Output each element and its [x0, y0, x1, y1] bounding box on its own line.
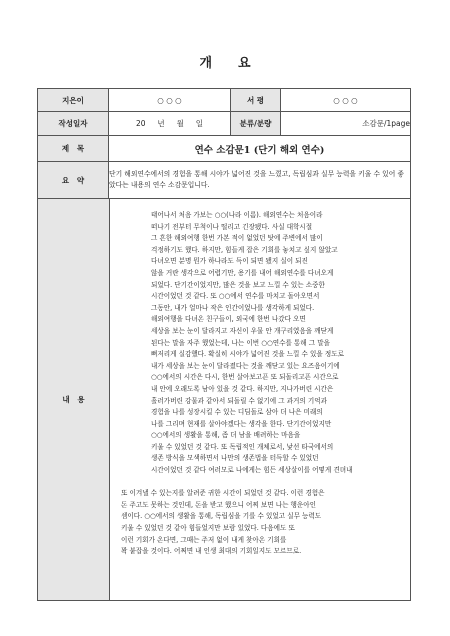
content-line: 다녀오면 분명 뭔가 하나라도 득이 되면 됐지 실이 되진 [151, 257, 308, 266]
content-line: 그동안, 내가 얼마나 작은 인간이었나를 생각하게 되었다. [151, 303, 315, 312]
content-line: 해외여행을 다녀온 친구들이, 외국에 한번 나갔다 오면 [151, 315, 306, 324]
content-line: 않을 거란 생각으로 어렵기만, 용기를 내어 해외연수를 다녀오게 [151, 268, 334, 277]
reviewer-value: ○ ○ ○ [281, 89, 411, 112]
content-line: 셈이다. ○○에서의 생활을 통해, 독립심을 기를 수 있었고 실무 능력도 [121, 512, 322, 521]
content-line: 세상을 보는 눈이 달라지고 자신이 우물 안 개구리였음을 깨닫게 [151, 326, 334, 335]
date-label: 작성일자 [38, 112, 109, 136]
content-line: 키울 수 있었던 것 같다. 또 독립적인 개체로서, 낯선 타국에서의 [151, 442, 334, 451]
author-label: 지은이 [38, 89, 109, 112]
content-line: 태어나서 처음 가보는 ○○(나라 이름). 해외연수는 처음이라 [151, 211, 323, 219]
page-title: 개요 [199, 56, 277, 71]
content-line: 걱정하기도 했다. 하지만, 힘들게 잡은 기회를 놓치고 싶지 않았고 [151, 245, 338, 254]
content-line: 나를 그리며 현재를 살아야겠다는 생각을 한다. 단기간이었지만 [151, 419, 332, 428]
content-body [109, 199, 410, 558]
content-line: 된다는 말을 자주 했었는데, 나는 이번 ○○연수를 통해 그 말을 [151, 338, 330, 347]
content-line: 또 이겨낼 수 있는지를 알려준 귀한 시간이 되었던 것 같다. 이런 경험은 [121, 489, 325, 498]
reviewer-label: 서 평 [231, 89, 281, 112]
content-label: 내 용 [38, 199, 110, 600]
content-line: 이런 기회가 온다면, 그때는 주저 없이 내게 찾아온 기회를 [121, 535, 287, 544]
date-value: 20 년 월 일 [109, 112, 231, 136]
date-row [38, 112, 411, 136]
report-form [37, 88, 411, 601]
category-value: 소감문/1page [281, 112, 411, 136]
summary-row [38, 162, 411, 199]
content-line: 시간이었던 것 같다. 또 ○○에서 연수를 마치고 돌아오면서 [151, 292, 320, 301]
content-line: 시간이었던 것 같다 여러모로 나에게는 힘든 세상살이를 어떻게 견뎌내 [151, 466, 353, 475]
content-line: 뼈저리게 실감했다. 확실히 시야가 넓어진 것을 느낄 수 있을 정도로 [151, 350, 344, 359]
content-line: ○○에서의 시간은 다시, 한번 살아보고픈 또 되돌리고픈 시간으로 [151, 373, 339, 382]
content-line: 되었다. 단기간이었지만, 많은 것을 보고 느낄 수 있는 소중한 [151, 280, 325, 289]
content-line: 돈 주고도 못하는 것인데, 돈을 받고 했으니 어찌 보면 나는 행운아인 [121, 500, 317, 509]
content-line: 내가 세상을 보는 눈이 달라졌다는 것을 깨닫고 있는 요즈음이기에 [151, 361, 340, 370]
author-row [38, 89, 411, 112]
content-line: 내 안에 오래도록 남아 있을 것 같다. 하지만, 지나가버린 시간은 [151, 384, 334, 393]
subject-row [38, 136, 411, 162]
content-line: 떠나기 전부터 무척이나 떨리고 긴장됐다. 사실 대학시절 [151, 222, 313, 231]
content-row [38, 199, 411, 601]
content-line: 흘러가버린 강물과 같아서 되돌릴 수 없기에 그 과거의 기억과 [151, 396, 328, 405]
content-cell [38, 199, 411, 601]
content-line: 그 흔한 해외여행 한번 가본 적이 없었던 탓에 주변에서 많이 [151, 234, 323, 243]
category-label: 분류/분량 [231, 112, 281, 136]
content-line: ○○에서의 생활을 통해, 좀 더 남을 배려하는 마음을 [151, 431, 301, 440]
author-value: ○ ○ ○ [109, 89, 231, 112]
summary-label: 요 약 [38, 162, 109, 199]
content-line: 키울 수 있었던 것 같아 힘들었지만 보람 있었다. 다음에도 또 [121, 524, 295, 533]
subject-label: 제 목 [38, 136, 109, 162]
content-line: 꽉 붙잡을 것이다. 어쩌면 내 인생 최대의 기회일지도 모르므로. [121, 547, 302, 556]
content-line: 생존 방식을 모색하면서 나만의 생존법을 터득할 수 있었던 [151, 454, 319, 463]
report-title: 연수 소감문1 (단기 해외 연수) [109, 136, 411, 162]
summary-text: 단기 해외연수에서의 경험을 통해 시야가 넓어진 것을 느꼈고, 독립심과 실무 능력을 키울 수 있어 좋았다는 내용의 연수 소감문입니다. [109, 162, 411, 199]
content-line: 경험을 나를 성장시킬 수 있는 디딤돌로 삼아 더 나은 미래의 [151, 408, 323, 417]
